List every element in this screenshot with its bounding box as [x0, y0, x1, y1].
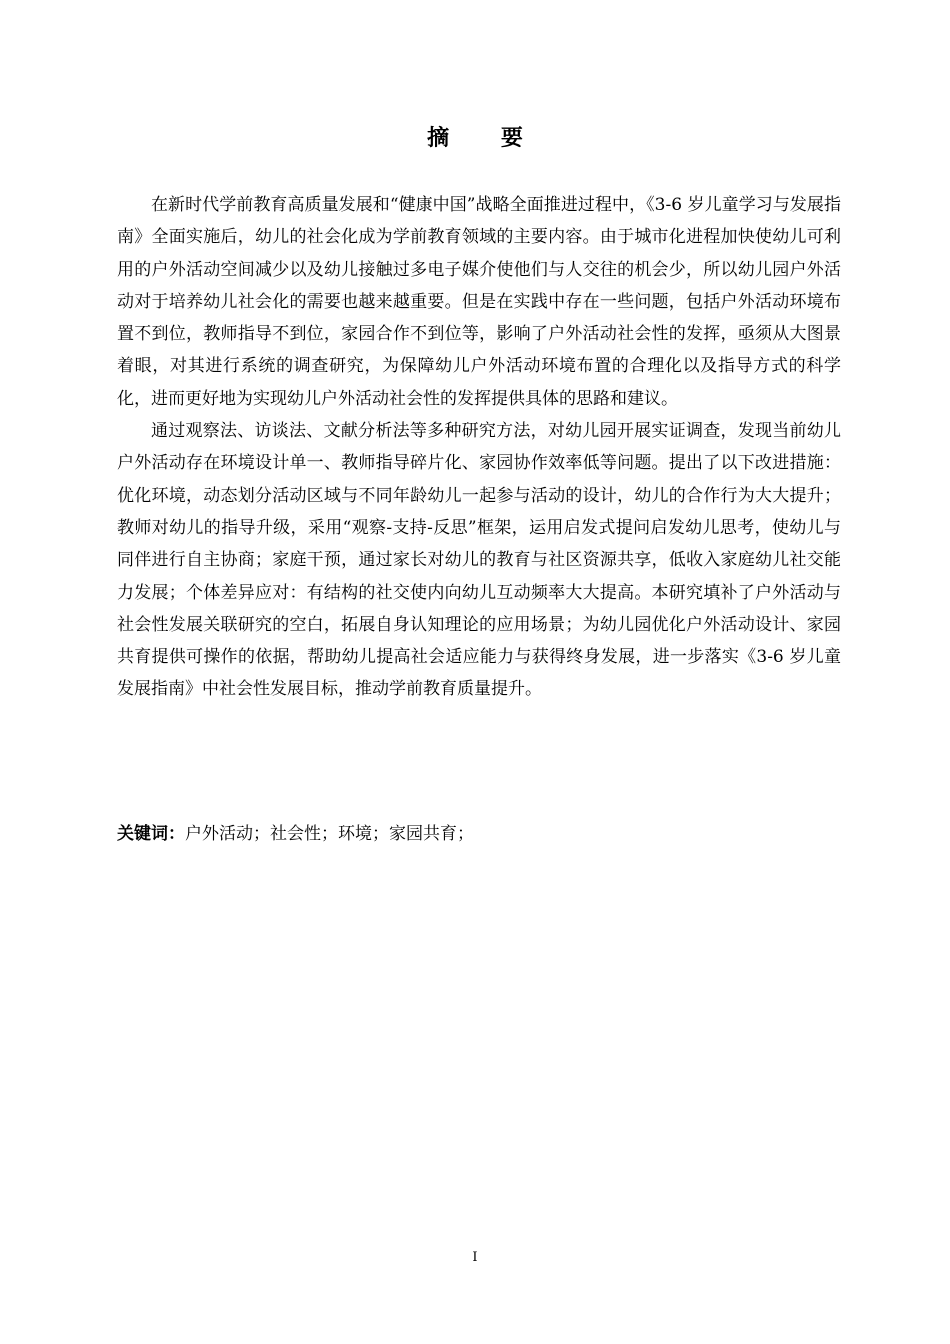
page-number: I	[472, 1250, 478, 1265]
keywords-line	[117, 818, 841, 850]
keywords-text: 户外活动；社会性；环境；家园共育；	[185, 824, 474, 844]
abstract-paragraph-1: 在新时代学前教育高质量发展和“健康中国”战略全面推进过程中，《3-6 岁儿童学习与发展指南》全面实施后，幼儿的社会化成为学前教育领域的主要内容。由于城市化进程加快使幼儿可利用的户外活动空间减少以及幼儿接触过多电子媒介使他们与人交往的机会少，所以幼儿园户外活动对于培养幼儿社会化的需要也越来越重要。但是在实践中存在一些问题，包括户外活动环境布置不到位，教师指导不到位，家园合作不到位等，影响了户外活动社会性的发挥，亟须从大图景着眼，对其进行系统的调查研究，为保障幼儿户外活动环境布置的合理化以及指导方式的科学化，进而更好地为实现幼儿户外活动社会性的发挥提供具体的思路和建议。	[117, 195, 841, 409]
abstract-paragraph-2: 通过观察法、访谈法、文献分析法等多种研究方法，对幼儿园开展实证调查，发现当前幼儿户外活动存在环境设计单一、教师指导碎片化、家园协作效率低等问题。提出了以下改进措施：优化环境，动态划分活动区域与不同年龄幼儿一起参与活动的设计，幼儿的合作行为大大提升；教师对幼儿的指导升级，采用“观察-支持-反思”框架，运用启发式提问启发幼儿思考，使幼儿与同伴进行自主协商；家庭干预，通过家长对幼儿的教育与社区资源共享，低收入家庭幼儿社交能力发展；个体差异应对：有结构的社交使内向幼儿互动频率大大提高。本研究填补了户外活动与社会性发展关联研究的空白，拓展自身认知理论的应用场景；为幼儿园优化户外活动设计、家园共育提供可操作的依据，帮助幼儿提高社会适应能力与获得终身发展，进一步落实《3-6 岁儿童发展指南》中社会性发展目标，推动学前教育质量提升。	[117, 421, 841, 700]
abstract-title: 摘 要	[427, 125, 545, 151]
keywords-label: 关键词：	[117, 824, 185, 844]
abstract-body	[117, 189, 841, 706]
